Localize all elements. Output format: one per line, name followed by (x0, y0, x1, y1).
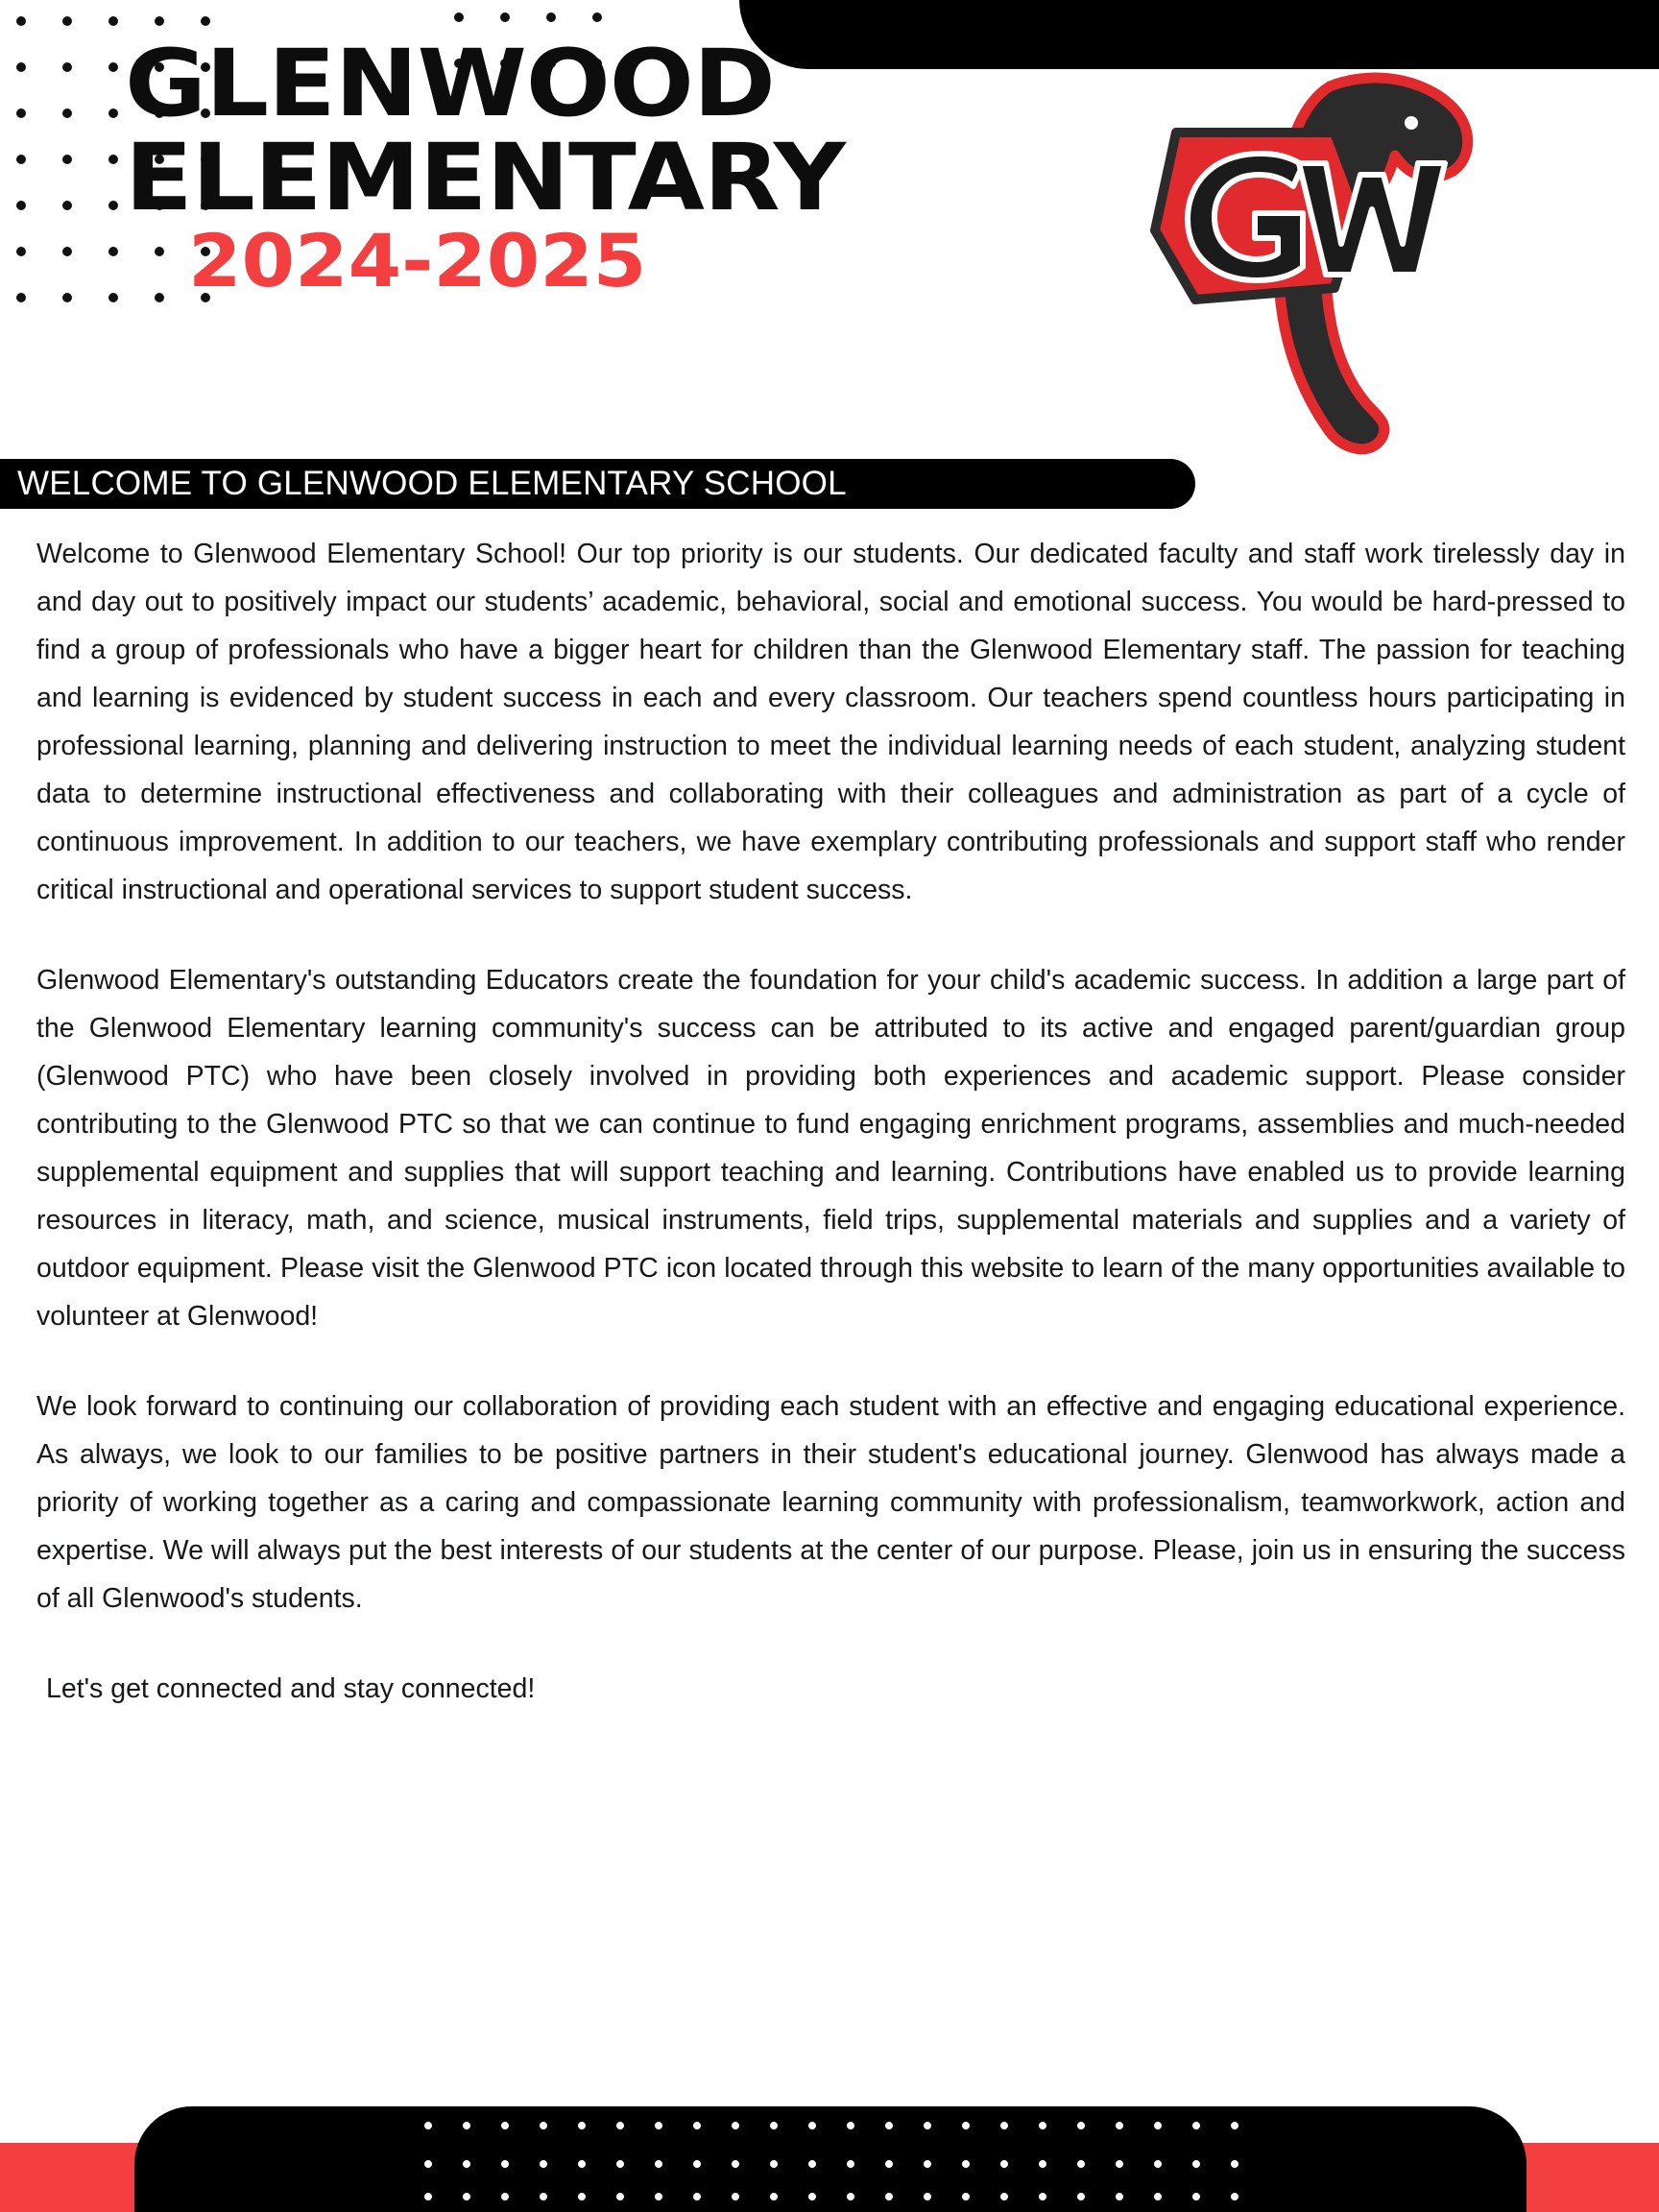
page-footer (0, 2106, 1659, 2212)
glenwood-falcons-logo-icon (1138, 48, 1483, 461)
welcome-banner (0, 459, 1195, 509)
letter-body (36, 530, 1625, 1713)
closing-line: Let's get connected and stay connected! (46, 1673, 536, 1704)
page-header (0, 0, 1659, 509)
page-title (125, 30, 854, 304)
welcome-banner-text: WELCOME TO GLENWOOD ELEMENTARY SCHOOL (17, 465, 847, 502)
school-name-line-1: GLENWOOD (125, 30, 775, 137)
school-year: 2024-2025 (188, 218, 647, 304)
dot-grid-decoration-footer (422, 2120, 1248, 2202)
school-name-line-2: ELEMENTARY (125, 124, 845, 232)
paragraph-2: Glenwood Elementary's outstanding Educators create the foundation for your child's academic success. In addition a large part of the Glenwood Elementary learning community's success can be attributed to its active and engaged parent/guardian group (Glenwood PTC) who have been closely involved in providing both experiences and academic support. Please consider contributing to the Glenwood PTC so that we can continue to fund engaging enrichment programs, assemblies and much-needed supplemental equipment and supplies that will support teaching and learning. Contributions have enabled us to provide learning resources in literacy, math, and science, musical instruments, field trips, supplemental materials and supplies and a variety of outdoor equipment. Please visit the Glenwood PTC icon located through this website to learn of the many opportunities available to volunteer at Glenwood! (36, 965, 1625, 1332)
paragraph-1: Welcome to Glenwood Elementary School! Our top priority is our students. Our dedicated faculty and staff work tirelessly day in and day out to positively impact our students’ academic, behavioral, social and emotional success. You would be hard-pressed to find a group of professionals who have a bigger heart for children than the Glenwood Elementary staff. The passion for teaching and learning is evidenced by student success in each and every classroom. Our teachers spend countless hours participating in professional learning, planning and delivering instruction to meet the individual learning needs of each student, analyzing student data to determine instructional effectiveness and collaborating with their colleagues and administration as part of a cycle of continuous improvement. In addition to our teachers, we have exemplary contributing professionals and support staff who render critical instructional and operational services to support student success. (36, 539, 1625, 905)
paragraph-3: We look forward to continuing our collaboration of providing each student with an effective and engaging educational experience. As always, we look to our families to be positive partners in their student's educational journey. Glenwood has always made a priority of working together as a caring and compassionate learning community with professionalism, teamworkwork, action and expertise. We will always put the best interests of our students at the center of our purpose. Please, join us in ensuring the success of all Glenwood's students. (36, 1391, 1625, 1614)
